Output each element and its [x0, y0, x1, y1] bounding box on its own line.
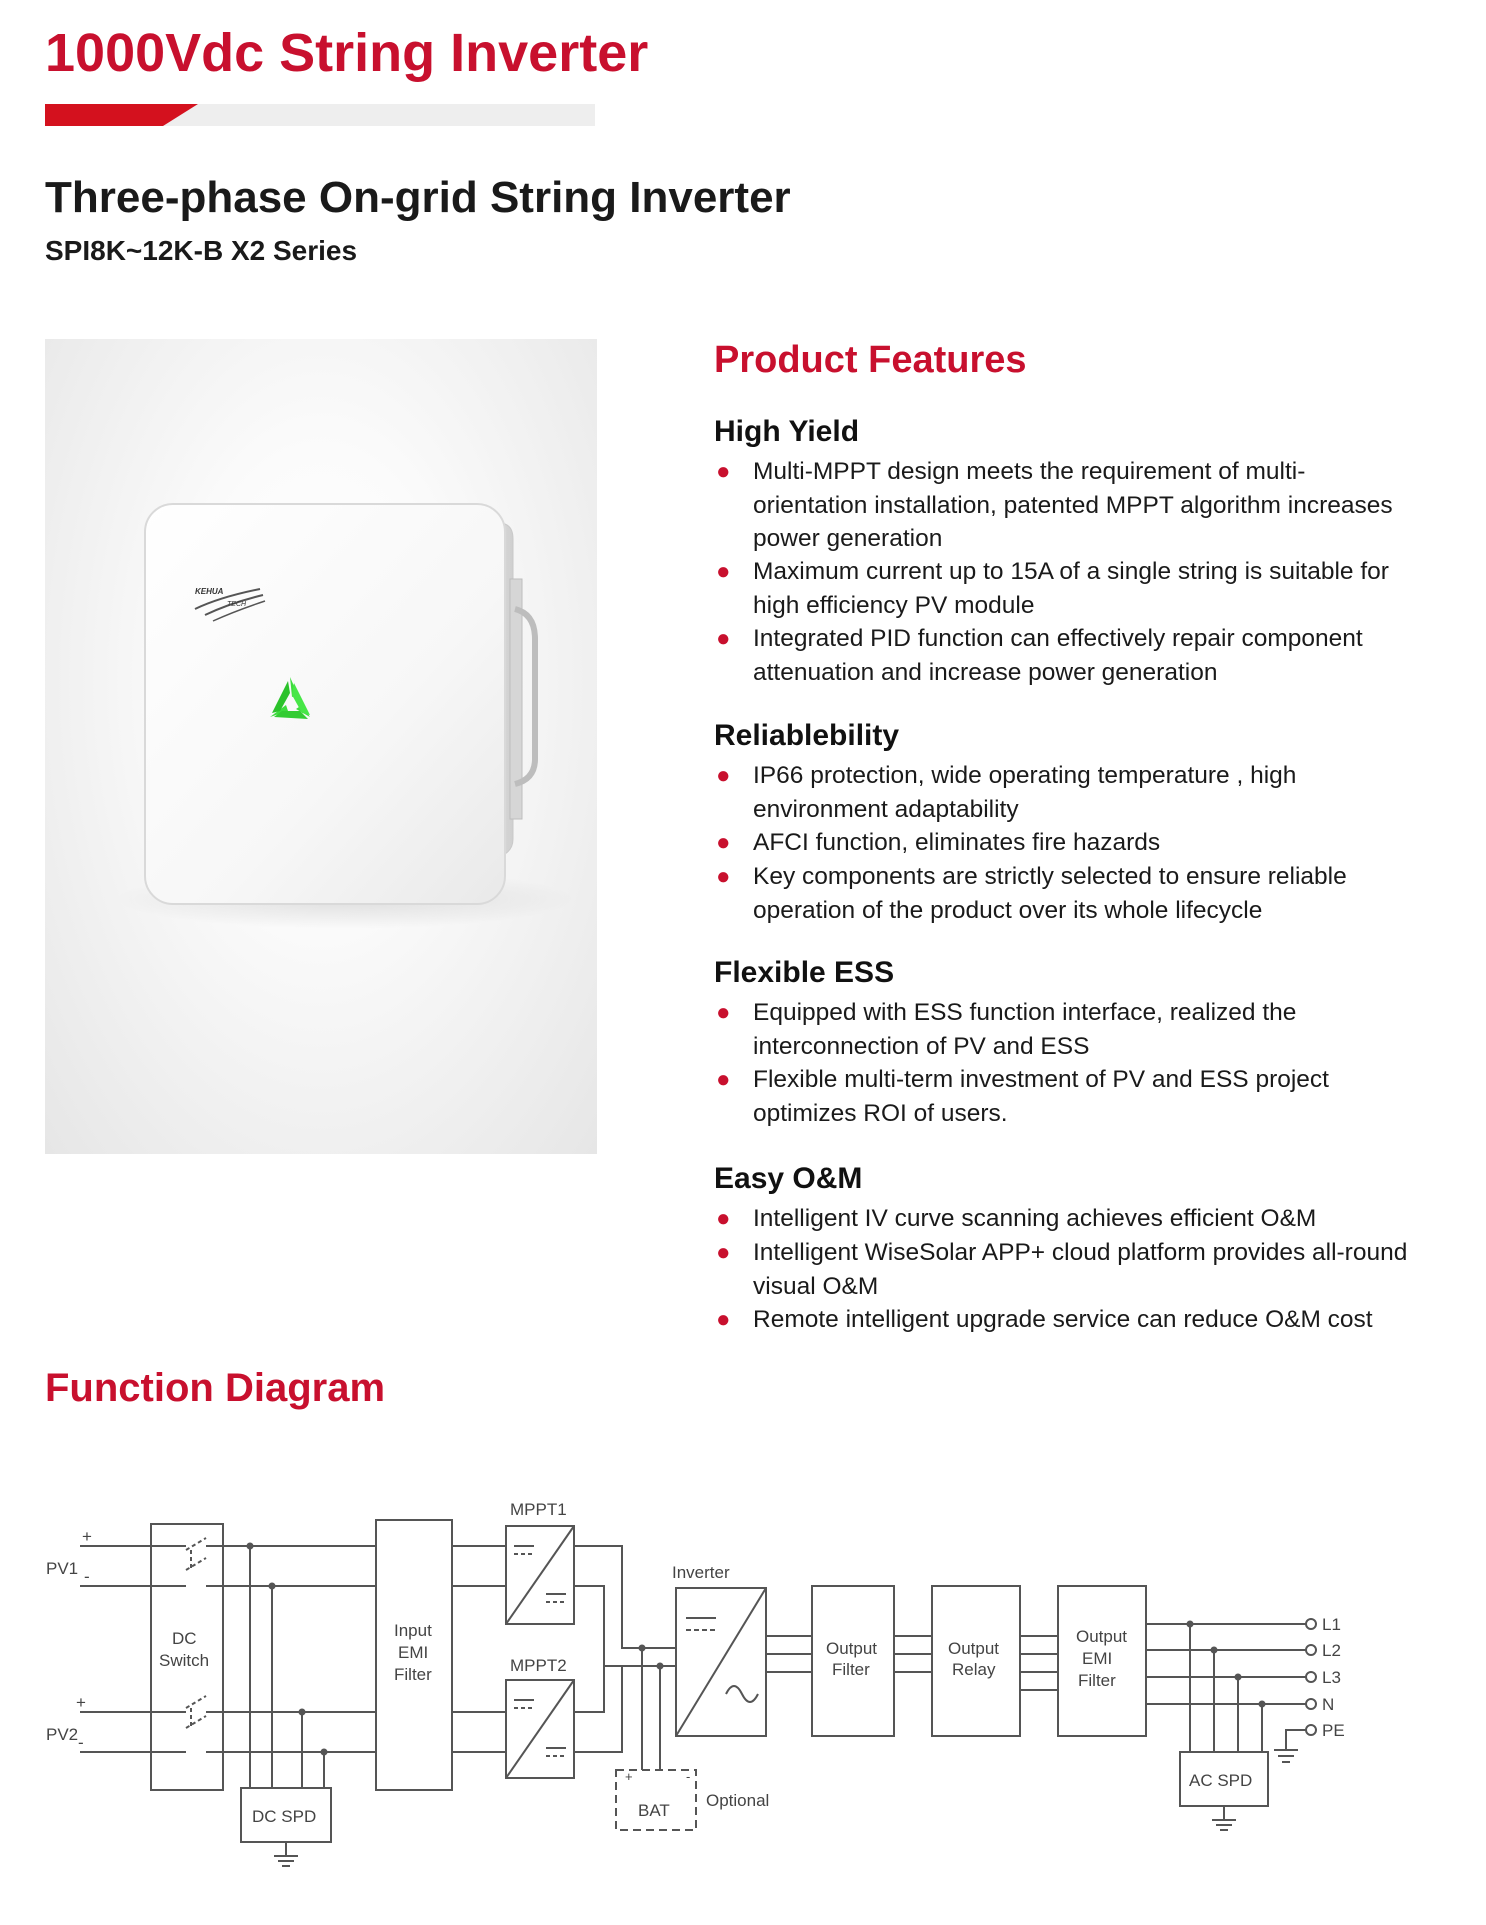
label-pv2: PV2 [46, 1725, 79, 1744]
label-l1: L1 [1322, 1615, 1341, 1634]
features-title: Product Features [714, 339, 1027, 381]
feature-item: ● Maximum current up to 15A of a single string is suitable for high efficiency PV module [714, 555, 1414, 622]
label-output-relay-1: Output [948, 1639, 1000, 1658]
feature-item: ● IP66 protection, wide operating temperature , high environment adaptability [714, 759, 1414, 826]
label-pv1-plus: + [82, 1527, 92, 1546]
label-l2: L2 [1322, 1641, 1341, 1660]
label-mppt1: MPPT1 [510, 1500, 567, 1519]
feature-item: ● Integrated PID function can effectively repair component attenuation and increase power generation [714, 622, 1414, 689]
bullet-icon: ● [716, 1306, 731, 1333]
product-photo [45, 339, 597, 1154]
label-output-emi-3: Filter [1078, 1671, 1116, 1690]
bullet-icon: ● [716, 1239, 731, 1266]
feature-heading-flexible-ess: Flexible ESS [714, 956, 895, 989]
feature-item: ● Remote intelligent upgrade service can reduce O&M cost [714, 1303, 1414, 1337]
function-diagram-title: Function Diagram [45, 1366, 386, 1410]
feature-item: ● Equipped with ESS function interface, realized the interconnection of PV and ESS [714, 996, 1414, 1063]
feature-item: ● Intelligent IV curve scanning achieves efficient O&M [714, 1202, 1414, 1236]
label-optional: Optional [706, 1791, 770, 1810]
label-output-emi-1: Output [1076, 1627, 1128, 1646]
feature-heading-easy-om: Easy O&M [714, 1162, 863, 1195]
label-pv2-plus: + [76, 1693, 86, 1712]
title-accent-bar [45, 104, 595, 126]
feature-item: ● Multi-MPPT design meets the requirement of multi-orientation installation, patented MPPT algorithm increases power generation [714, 455, 1414, 556]
inverter-front [145, 504, 505, 904]
label-ac-spd: AC SPD [1189, 1771, 1253, 1790]
label-output-emi-2: EMI [1082, 1649, 1113, 1668]
document-title: 1000Vdc String Inverter [45, 23, 649, 83]
feature-item: ● Intelligent WiseSolar APP+ cloud platform provides all-round visual O&M [714, 1236, 1414, 1303]
label-pe: PE [1322, 1721, 1345, 1740]
switch-contact-1 [186, 1538, 206, 1570]
product-subtitle: Three-phase On-grid String Inverter [45, 173, 791, 222]
feature-item: ● AFCI function, eliminates fire hazards [714, 826, 1414, 860]
bullet-icon: ● [716, 1066, 731, 1093]
feature-item: ● Key components are strictly selected to ensure reliable operation of the product over its whole lifecycle [714, 860, 1414, 927]
label-output-relay-2: Relay [952, 1660, 996, 1679]
label-bat-minus: - [686, 1769, 691, 1784]
label-input-emi-1: Input [394, 1621, 432, 1640]
bullet-icon: ● [716, 999, 731, 1026]
label-output-filter-2: Filter [832, 1660, 870, 1679]
bullet-icon: ● [716, 863, 731, 890]
bullet-icon: ● [716, 829, 731, 856]
label-n: N [1322, 1695, 1335, 1714]
bullet-icon: ● [716, 558, 731, 585]
product-series: SPI8K~12K-B X2 Series [45, 235, 358, 266]
label-bat-plus: + [625, 1769, 633, 1784]
feature-heading-reliability: Reliablebility [714, 719, 900, 752]
label-l3: L3 [1322, 1668, 1341, 1687]
bullet-icon: ● [716, 762, 731, 789]
bullet-icon: ● [716, 1205, 731, 1232]
function-diagram [36, 1470, 1416, 1870]
label-pv1-minus: - [84, 1567, 90, 1586]
inverter-illustration [45, 339, 597, 1154]
label-bat: BAT [638, 1801, 670, 1820]
feature-heading-high-yield: High Yield [714, 415, 860, 448]
logo-text-kehua: KEHUA [195, 587, 224, 596]
label-dc-switch-1: DC [172, 1629, 197, 1648]
feature-item: ● Flexible multi-term investment of PV and ESS project optimizes ROI of users. [714, 1063, 1414, 1130]
label-inverter: Inverter [672, 1563, 730, 1582]
dc-bus-plus [574, 1546, 676, 1648]
bullet-icon: ● [716, 458, 731, 485]
label-input-emi-3: Filter [394, 1665, 432, 1684]
switch-contact-2 [186, 1696, 206, 1728]
label-pv1: PV1 [46, 1559, 79, 1578]
label-input-emi-2: EMI [398, 1643, 429, 1662]
bullet-icon: ● [716, 625, 731, 652]
label-mppt2: MPPT2 [510, 1656, 567, 1675]
logo-text-tech: TECH [227, 601, 247, 608]
label-pv2-minus: - [78, 1733, 84, 1752]
label-dc-spd: DC SPD [252, 1807, 317, 1826]
label-output-filter-1: Output [826, 1639, 878, 1658]
pe-line [1286, 1730, 1306, 1750]
label-dc-switch-2: Switch [159, 1651, 210, 1670]
